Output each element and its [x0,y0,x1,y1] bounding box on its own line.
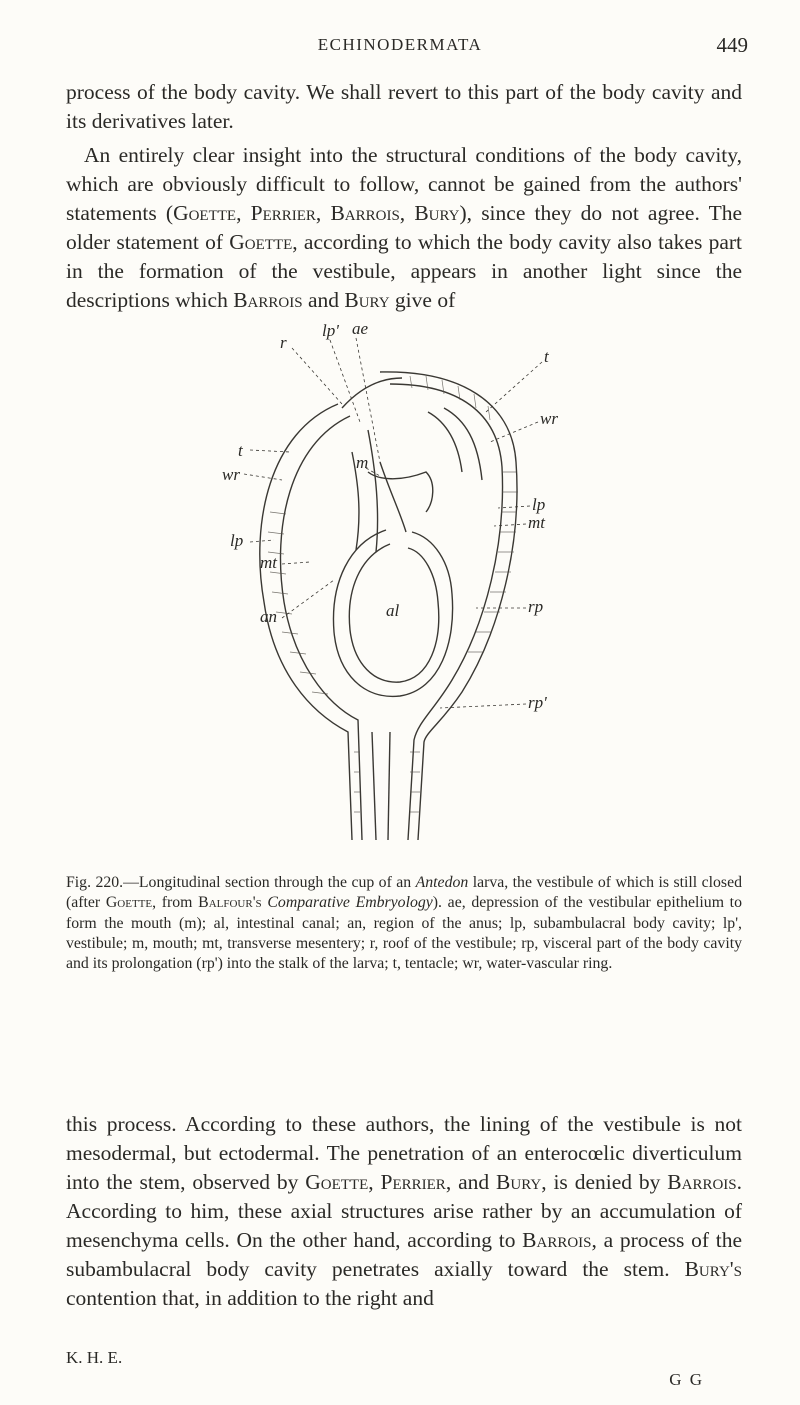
label-lp-prime: lp' [322,321,339,340]
running-header [52,35,748,59]
text-run: and [302,288,345,312]
text-run: An entirely clear insight into the structural conditions of the body cavity, which are obviously difficult to follow, cannot be gained from the authors' statements ( [66,143,742,225]
label-lp-right: lp [532,495,546,514]
tentacle-fold-4 [444,408,482,480]
caption-fig-number: Fig. 220. [66,874,124,891]
figure-caption [66,873,742,974]
author-name: Goette [305,1170,369,1194]
text-run: . According to him, these axial structures arise rather by an accumulation of mesenchyma cells. On the other hand, according to [66,1170,743,1252]
author-name: Bury's [684,1257,742,1281]
hatching-left-wall [268,512,328,694]
mouth-depression [380,462,406,532]
label-rp: rp [528,597,544,616]
text-run: , according to which the body cavity also takes part in the formation of the vestibule, appears in another light since the descriptions which [66,230,742,312]
author-name: Bury [496,1170,542,1194]
leader-r [292,348,342,404]
text-run: , [315,201,331,225]
label-al: al [386,601,400,620]
paragraph-2 [66,141,742,315]
author-name: Barrois [233,288,303,312]
label-an: an [260,607,277,626]
leader-mt-left [282,562,310,564]
label-rp-prime: rp' [528,693,547,712]
text-run: this process. According to these authors, the lining of the vestibule is not mesodermal, but ectodermal. The penetration of an enterocœlic diverticulum into the stem, observed by [66,1112,742,1194]
caption-italic: Antedon [415,874,469,891]
signature-right: G G [669,1370,704,1389]
leader-lp-right [498,506,530,508]
label-wr-left: wr [222,465,240,484]
author-name: Barrois [667,1170,737,1194]
paragraph-3 [66,1110,742,1313]
paragraph-1-text: process of the body cavity. We shall revert to this part of the body cavity and its derivatives later. [66,80,742,133]
text-run: , [399,201,415,225]
stalk-line-1 [372,732,376,840]
author-name: Goette [173,201,237,225]
author-name: Perrier [250,201,316,225]
figure-220-illustration [222,312,570,852]
text-run: , [368,1170,381,1194]
label-mt-left: mt [260,553,277,572]
leader-lp-left [250,540,274,542]
label-t-right: t [544,347,549,366]
label-m: m [356,453,369,472]
vestibule-roof [342,378,402,408]
text-run: , from [152,894,199,912]
text-run: ). ae, depression of the vestibular epithelium to form the mouth (m); al, intestinal canal; an, region of the anus; lp, subambulacral body cavity; lp', vestibule; m, mouth; mt, transverse mesentery; r, roof of the vestibule; rp, visceral part of the body cavity and its prolongation (rp') into the stalk of the larva; t, tentacle; wr, water-vascular ring. [66,894,742,973]
author-name: Bury [344,288,390,312]
text-run: , [236,201,251,225]
author-name: Bury [414,201,460,225]
text-run: larva, the vestibule of which is still closed (after [66,874,742,912]
author-name: Balfour's [198,894,262,912]
leader-ae [356,338,380,462]
running-title: ECHINODERMATA [317,35,483,54]
caption-book-title: Comparative Embryology [267,894,433,912]
text-run: —Longitudinal section through the cup of an [123,874,416,891]
paragraph-1 [66,78,742,136]
label-lp-left: lp [230,531,244,550]
leader-mt-right [494,524,526,526]
label-wr-right: wr [540,409,558,428]
hatching-top [410,376,490,420]
leader-an [282,580,334,618]
page-footer [66,1348,734,1396]
author-name: Goette [229,230,293,254]
text-run: , and [445,1170,497,1194]
text-run: ), since they do not agree. The older statement of [66,201,743,254]
label-t-left: t [238,441,243,460]
leader-wr-right [490,422,538,442]
leader-lp-prime [330,340,360,422]
stalk-line-2 [388,732,390,840]
leader-t-right [486,362,542,412]
text-run: , is denied by [541,1170,668,1194]
author-name: Perrier [380,1170,446,1194]
signature-left: K. H. E. [66,1348,123,1367]
outer-wall-right [380,372,517,840]
text-run: contention that, in addition to the right and [66,1286,434,1310]
tentacle-fold-3 [428,412,462,472]
author-name: Goette [105,894,153,912]
leader-wr-left [244,474,282,480]
author-name: Barrois [522,1228,592,1252]
text-run: give of [389,288,456,312]
label-ae: ae [352,319,369,338]
author-name: Barrois [330,201,400,225]
text-run: , a process of the subambulacral body cavity penetrates axially toward the stem. [66,1228,742,1281]
page-number: 449 [716,33,748,57]
label-r: r [280,333,287,352]
label-mt-right: mt [528,513,545,532]
